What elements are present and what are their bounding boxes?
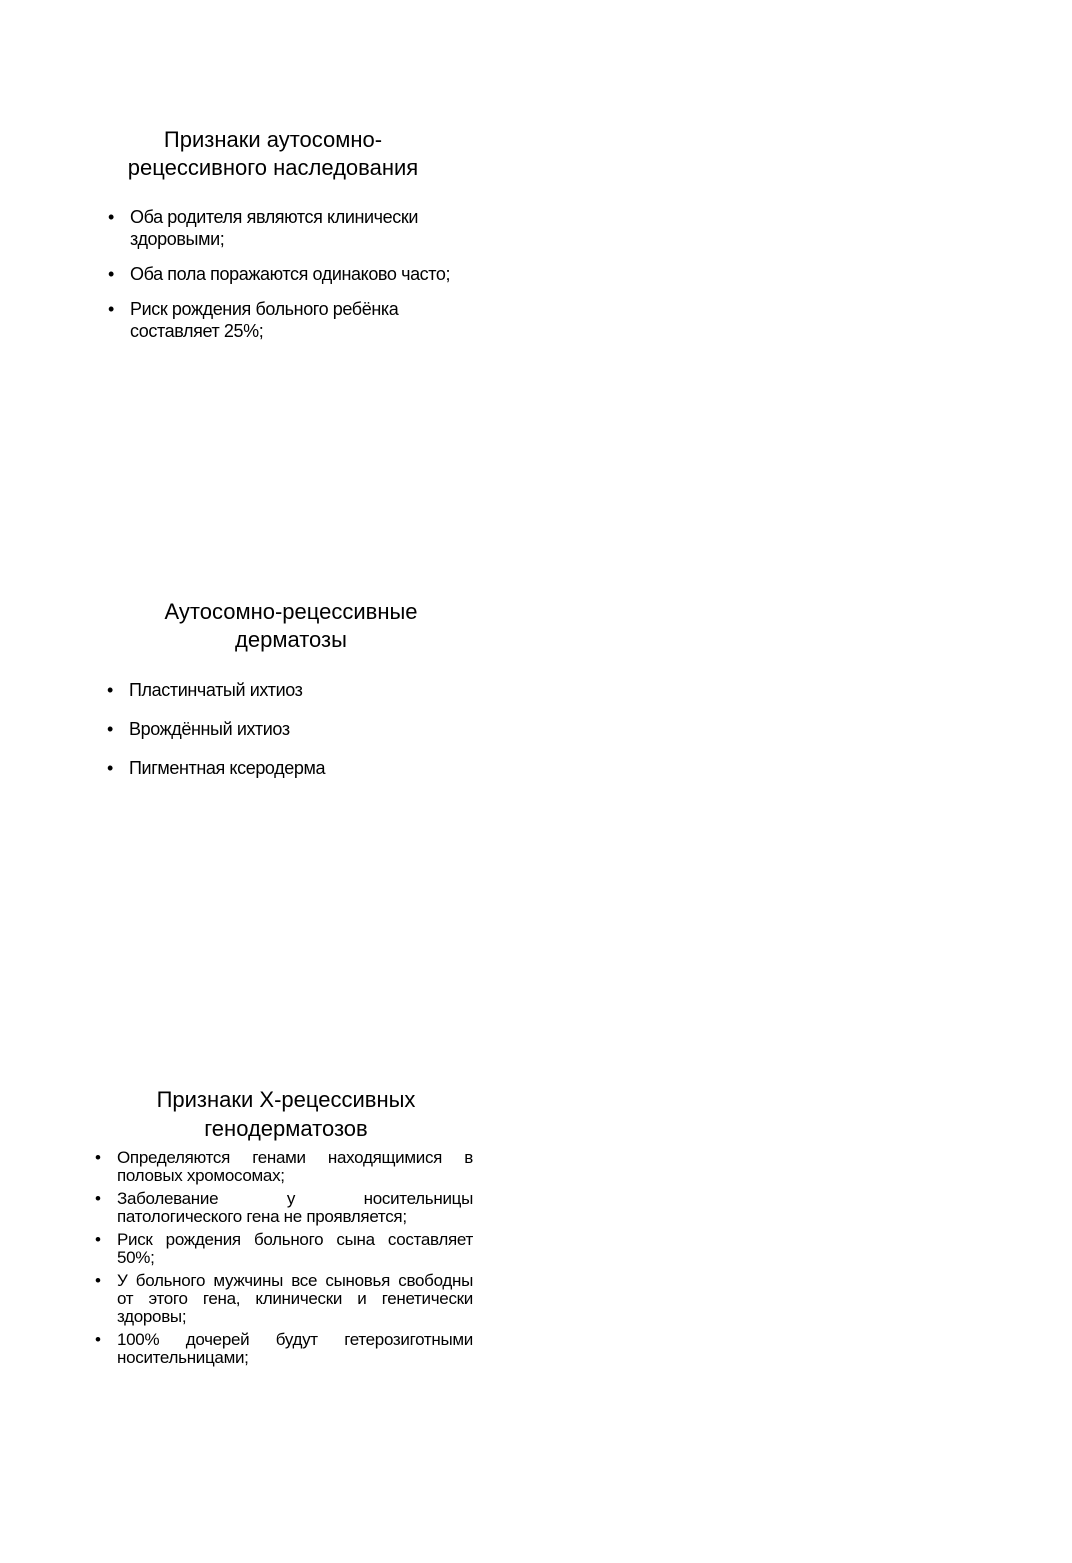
list-item: [95, 1231, 473, 1267]
list-item-text: Оба родителя являются клинически здоровыми;: [130, 207, 418, 249]
bullet-icon: •: [95, 1189, 101, 1208]
slide-title: [112, 1085, 460, 1143]
list-item-text: Определяются генами находящимися в половых хромосомах;: [117, 1148, 473, 1185]
bullet-icon: •: [108, 264, 114, 284]
bullet-icon: •: [107, 719, 113, 739]
title-line-2: рецессивного наследования: [127, 155, 419, 180]
list-item: [95, 1190, 473, 1226]
title-line-1: Аутосомно-рецессивные: [164, 599, 418, 624]
list-item-text: Пластинчатый ихтиоз: [129, 680, 303, 700]
list-item-text: Оба пола поражаются одинаково часто;: [130, 264, 451, 284]
list-item-text: 100% дочерей будут гетерозиготными носительницами;: [117, 1330, 473, 1367]
bullet-icon: •: [108, 207, 114, 227]
list-item: [95, 1272, 473, 1326]
bullet-icon: •: [95, 1148, 101, 1167]
title-line-1: Признаки Х-рецессивных: [156, 1087, 416, 1112]
bullet-icon: •: [108, 299, 114, 319]
bullet-icon: •: [95, 1330, 101, 1349]
list-item-text: Заболевание у носительницы патологического гена не проявляется;: [117, 1189, 473, 1226]
bullet-icon: •: [95, 1271, 101, 1290]
list-item-text: Врождённый ихтиоз: [129, 719, 290, 739]
bullet-list: [95, 1149, 473, 1372]
list-item: [95, 1149, 473, 1185]
list-item: [95, 1331, 473, 1367]
bullet-icon: •: [95, 1230, 101, 1249]
bullet-icon: •: [107, 680, 113, 700]
bullet-icon: •: [107, 758, 113, 778]
title-line-2: дерматозы: [235, 627, 347, 652]
list-item-text: Риск рождения больного сына составляет 50%;: [117, 1230, 473, 1267]
title-line-1: Признаки аутосомно-: [163, 127, 383, 152]
list-item-text: У больного мужчины все сыновья свободны от этого гена, клинически и генетически здоровы;: [117, 1271, 473, 1326]
title-line-2: генодерматозов: [204, 1116, 368, 1141]
list-item-text: Риск рождения больного ребёнка составляет 25%;: [130, 299, 399, 341]
list-item-text: Пигментная ксеродерма: [129, 758, 326, 778]
